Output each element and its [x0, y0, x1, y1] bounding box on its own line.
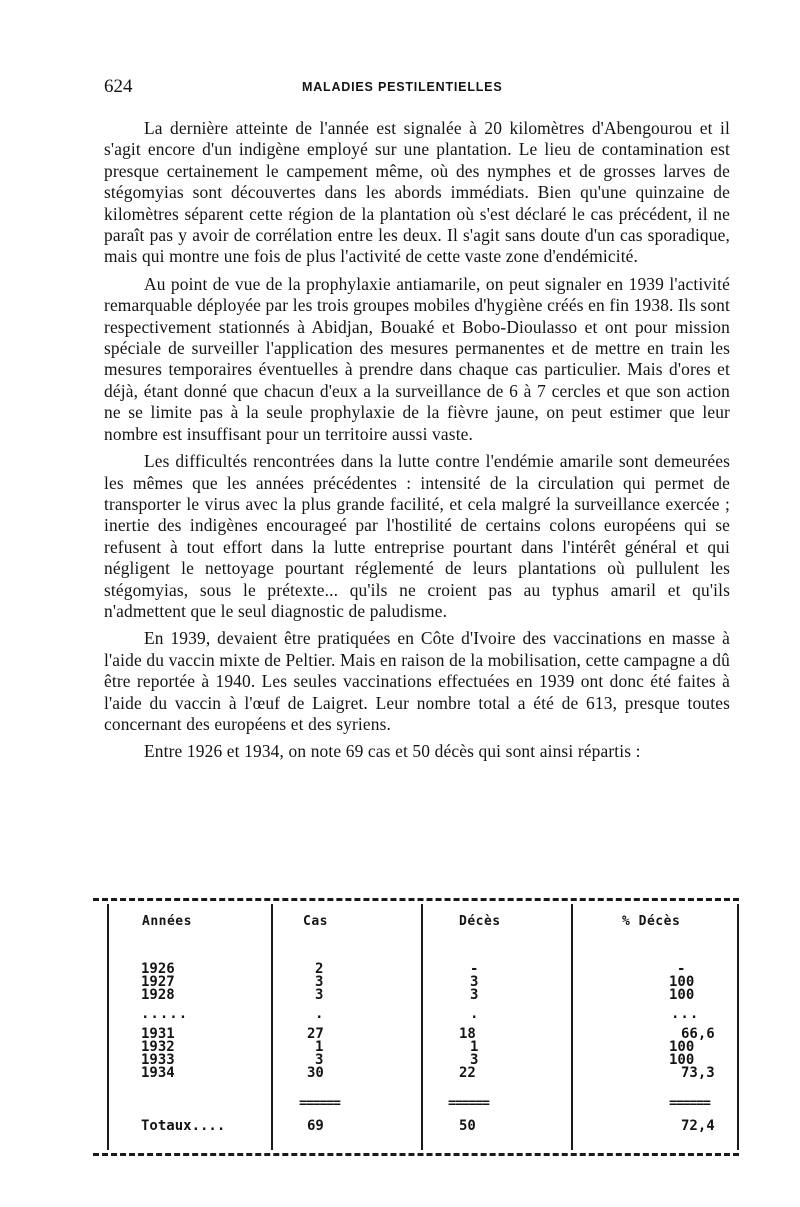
paragraph: La dernière atteinte de l'année est signalée à 20 kilomètres d'Abengourou et il s'agit encore d'un indigène employé sur une plantation. Le lieu de contamination est presque certainement le campement même, où des nymphes et de grosses larves de stégomyias sont découvertes dans les abords immédiats. Bien qu'une quinzaine de kilomètres séparent cette région de la plantation où s'est déclaré le cas précédent, il ne paraît pas y avoir de corrélation entre les deux. Il s'agit sans doute d'un cas sporadique, mais qui montre une fois de plus l'activité de cette vaste zone d'endémicité.	[104, 118, 730, 267]
cell-cas: 30	[307, 1065, 324, 1081]
running-title: MALADIES PESTILENTIELLES	[302, 80, 503, 94]
cell-pct: 66,6	[681, 1026, 715, 1042]
cell-cas: 1	[315, 1039, 324, 1055]
column-header-annees: Années	[142, 914, 192, 929]
totals-cas: 69	[307, 1118, 324, 1134]
table-left-rule	[107, 904, 109, 1150]
cell-cas: 3	[315, 974, 324, 990]
total-separator: ======	[299, 1096, 340, 1111]
page-number: 624	[104, 76, 133, 97]
table-right-rule	[737, 904, 739, 1150]
cell-pct: 100	[669, 1052, 695, 1068]
cell-annee: 1927	[141, 974, 175, 990]
cell-annee: 1933	[141, 1052, 175, 1068]
column-rule	[421, 904, 423, 1150]
totals-pct: 72,4	[681, 1118, 715, 1134]
table-bottom-border	[93, 1153, 739, 1156]
cell-deces: 1	[470, 1039, 479, 1055]
paragraph: En 1939, devaient être pratiquées en Côte d'Ivoire des vaccinations en masse à l'aide du vaccin mixte de Peltier. Mais en raison de la mobilisation, cette campagne a dû être reportée à 1940. Les seules vaccinations effectuées en 1939 ont donc été faites à l'aide du vaccin à l'œuf de Laigret. Leur nombre total a été de 613, presque toutes concernant des européens et des syriens.	[104, 628, 730, 734]
body-text	[104, 118, 730, 763]
column-rule	[271, 904, 273, 1150]
totals-label: Totaux....	[141, 1118, 226, 1134]
column-header-deces: Décès	[459, 914, 501, 929]
cell-pct: 100	[669, 987, 695, 1003]
cell-deces: 3	[470, 974, 479, 990]
cell-deces: 3	[470, 1052, 479, 1068]
page-header	[104, 76, 732, 98]
column-header-pct-deces: % Décès	[622, 914, 681, 929]
cell-pct: 73,3	[681, 1065, 715, 1081]
cell-pct: ...	[671, 1006, 700, 1022]
total-separator: ======	[669, 1096, 710, 1111]
cell-annee: 1931	[141, 1026, 175, 1042]
paragraph: Les difficultés rencontrées dans la lutte contre l'endémie amarile sont demeurées les mêmes que les années précédentes : intensité de la circulation qui permet de transporter le virus avec la plus grande facilité, et cela malgré la surveillance exercée ; inertie des indigènes encourageé par l'hostilité de certains colons européens qui se refusent à tout effort dans la lutte entreprise pourtant dans l'intérêt général et qui négligent le nettoyage pourtant réglementé de leurs plantations où pullulent les stégomyias, sous le prétexte... qu'ils ne croient pas au typhus amaril et qu'ils n'admettent que le seul diagnostic de paludisme.	[104, 451, 730, 621]
cell-pct: 100	[669, 974, 695, 990]
cell-deces: 22	[459, 1065, 476, 1081]
statistics-table	[93, 898, 741, 1163]
cell-pct: 100	[669, 1039, 695, 1055]
cell-cas: 2	[315, 961, 324, 977]
cell-cas: 3	[315, 1052, 324, 1068]
column-header-cas: Cas	[303, 914, 328, 929]
cell-annee: .....	[141, 1006, 189, 1022]
cell-pct: -	[677, 961, 686, 977]
cell-annee: 1934	[141, 1065, 175, 1081]
paragraph: Entre 1926 et 1934, on note 69 cas et 50 décès qui sont ainsi répartis :	[144, 741, 641, 762]
cell-cas: .	[315, 1006, 324, 1022]
totals-deces: 50	[459, 1118, 476, 1134]
cell-deces: -	[470, 961, 479, 977]
table-top-border	[93, 898, 739, 901]
column-rule	[571, 904, 573, 1150]
cell-deces: 3	[470, 987, 479, 1003]
cell-deces: 18	[459, 1026, 476, 1042]
total-separator: ======	[448, 1096, 489, 1111]
cell-annee: 1932	[141, 1039, 175, 1055]
cell-cas: 27	[307, 1026, 324, 1042]
cell-annee: 1926	[141, 961, 175, 977]
cell-cas: 3	[315, 987, 324, 1003]
paragraph: Au point de vue de la prophylaxie antiamarile, on peut signaler en 1939 l'activité remarquable déployée par les trois groupes mobiles d'hygiène créés en fin 1938. Ils sont respectivement stationnés à Abidjan, Bouaké et Bobo-Dioulasso et ont pour mission spéciale de surveiller l'application des mesures permanentes et de mettre en train les mesures temporaires éventuelles à prendre dans chaque cas particulier. Mais d'ores et déjà, étant donné que chacun d'eux a la surveillance de 6 à 7 cercles et que son action ne se limite pas à la seule prophylaxie de la fièvre jaune, on peut estimer que leur nombre est insuffisant pour un territoire aussi vaste.	[104, 273, 730, 444]
cell-deces: .	[470, 1006, 479, 1022]
cell-annee: 1928	[141, 987, 175, 1003]
